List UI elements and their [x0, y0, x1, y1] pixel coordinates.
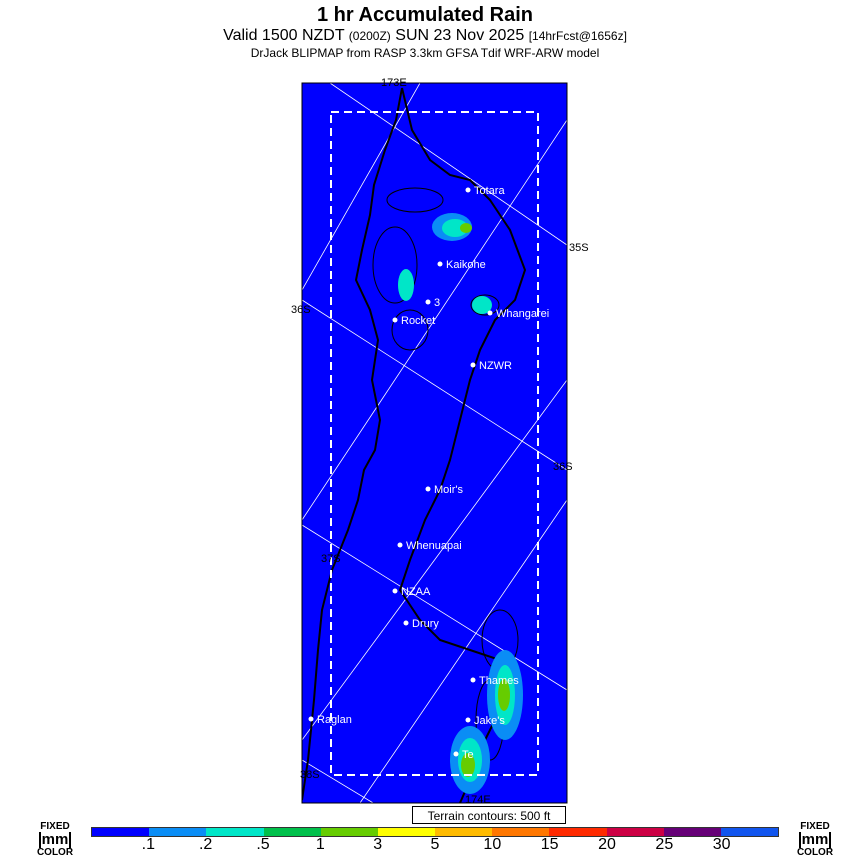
color-scale-tick: 5 [430, 836, 440, 853]
unit-box-left [33, 822, 77, 858]
place-thames: Thames [479, 675, 519, 687]
unit-right-top: FIXED [800, 821, 830, 832]
unit-left-bottom: COLOR [36, 847, 74, 858]
color-segment [92, 828, 149, 836]
color-segment [264, 828, 321, 836]
place-jakes: Jake's [474, 715, 505, 727]
marker-nzwr [471, 363, 476, 368]
color-segment [435, 828, 492, 836]
marker-thames [471, 678, 476, 683]
color-segment [206, 828, 263, 836]
color-scale-tick: 25 [655, 836, 674, 853]
color-scale-tick: 1 [315, 836, 325, 853]
grid-label-174e: 174E [465, 794, 491, 806]
marker-kaikohe [438, 262, 443, 267]
place-3: 3 [434, 297, 441, 309]
grid-label-173e: 173E [381, 77, 407, 89]
color-segment [321, 828, 378, 836]
marker-whangarei [488, 311, 493, 316]
unit-box-right [793, 822, 837, 858]
place-drury: Drury [412, 618, 439, 630]
color-segment [664, 828, 721, 836]
marker-te [454, 752, 459, 757]
place-whenuapai: Whenuapai [406, 540, 462, 552]
color-scale-tick: 20 [598, 836, 616, 853]
grid-label-38s: 38S [300, 769, 320, 781]
color-scale-tick: .1 [141, 836, 155, 853]
place-rocket: Rocket [401, 315, 436, 327]
place-whangarei: Whangarei [496, 308, 550, 320]
grid-label-37s: 37S [321, 553, 341, 565]
color-segment [378, 828, 435, 836]
marker-jakes [466, 718, 471, 723]
grid-label-36s-right: 36S [553, 461, 573, 473]
terrain-contours-note: Terrain contours: 500 ft [412, 806, 566, 824]
place-nzaa: NZAA [401, 586, 431, 598]
grid-label-36s-left: 36S [291, 304, 311, 316]
color-segment [149, 828, 206, 836]
color-scale-tick: 30 [712, 836, 731, 853]
color-scale-tick: 10 [483, 836, 502, 853]
valid-date: SUN 23 Nov 2025 [395, 27, 525, 44]
place-totara: Totara [474, 185, 505, 197]
unit-right-bottom: COLOR [796, 847, 834, 858]
unit-left-mid: mm [39, 832, 71, 848]
valid-prefix: Valid 1500 NZDT [223, 27, 345, 44]
color-scale-tick: .5 [256, 836, 270, 853]
place-te: Te [462, 749, 474, 761]
marker-whenuapai [398, 543, 403, 548]
marker-rocket [393, 318, 398, 323]
marker-drury [404, 621, 409, 626]
marker-3 [426, 300, 431, 305]
marker-totara [466, 188, 471, 193]
color-segment [549, 828, 606, 836]
color-scale-tick: .2 [198, 836, 213, 853]
chart-title: 1 hr Accumulated Rain [317, 4, 533, 26]
color-segment [721, 828, 778, 836]
place-kaikohe: Kaikohe [446, 259, 486, 271]
place-nzwr: NZWR [479, 360, 512, 372]
unit-left-top: FIXED [40, 821, 70, 832]
marker-raglan [309, 717, 314, 722]
color-segment [492, 828, 549, 836]
valid-zulu: (0200Z) [348, 29, 391, 43]
color-segment [607, 828, 664, 836]
place-moirs: Moir's [434, 484, 463, 496]
unit-right-mid: mm [799, 832, 831, 848]
color-scale-tick: 15 [540, 836, 559, 853]
model-line: DrJack BLIPMAP from RASP 3.3km GFSA Tdif WRF-ARW model [250, 46, 600, 60]
marker-moirs [426, 487, 431, 492]
forecast-tag: [14hrFcst@1656z] [528, 29, 627, 43]
color-scale-tick: 3 [373, 836, 383, 853]
grid-label-35s: 35S [569, 242, 589, 254]
marker-nzaa [393, 589, 398, 594]
place-raglan: Raglan [317, 714, 352, 726]
